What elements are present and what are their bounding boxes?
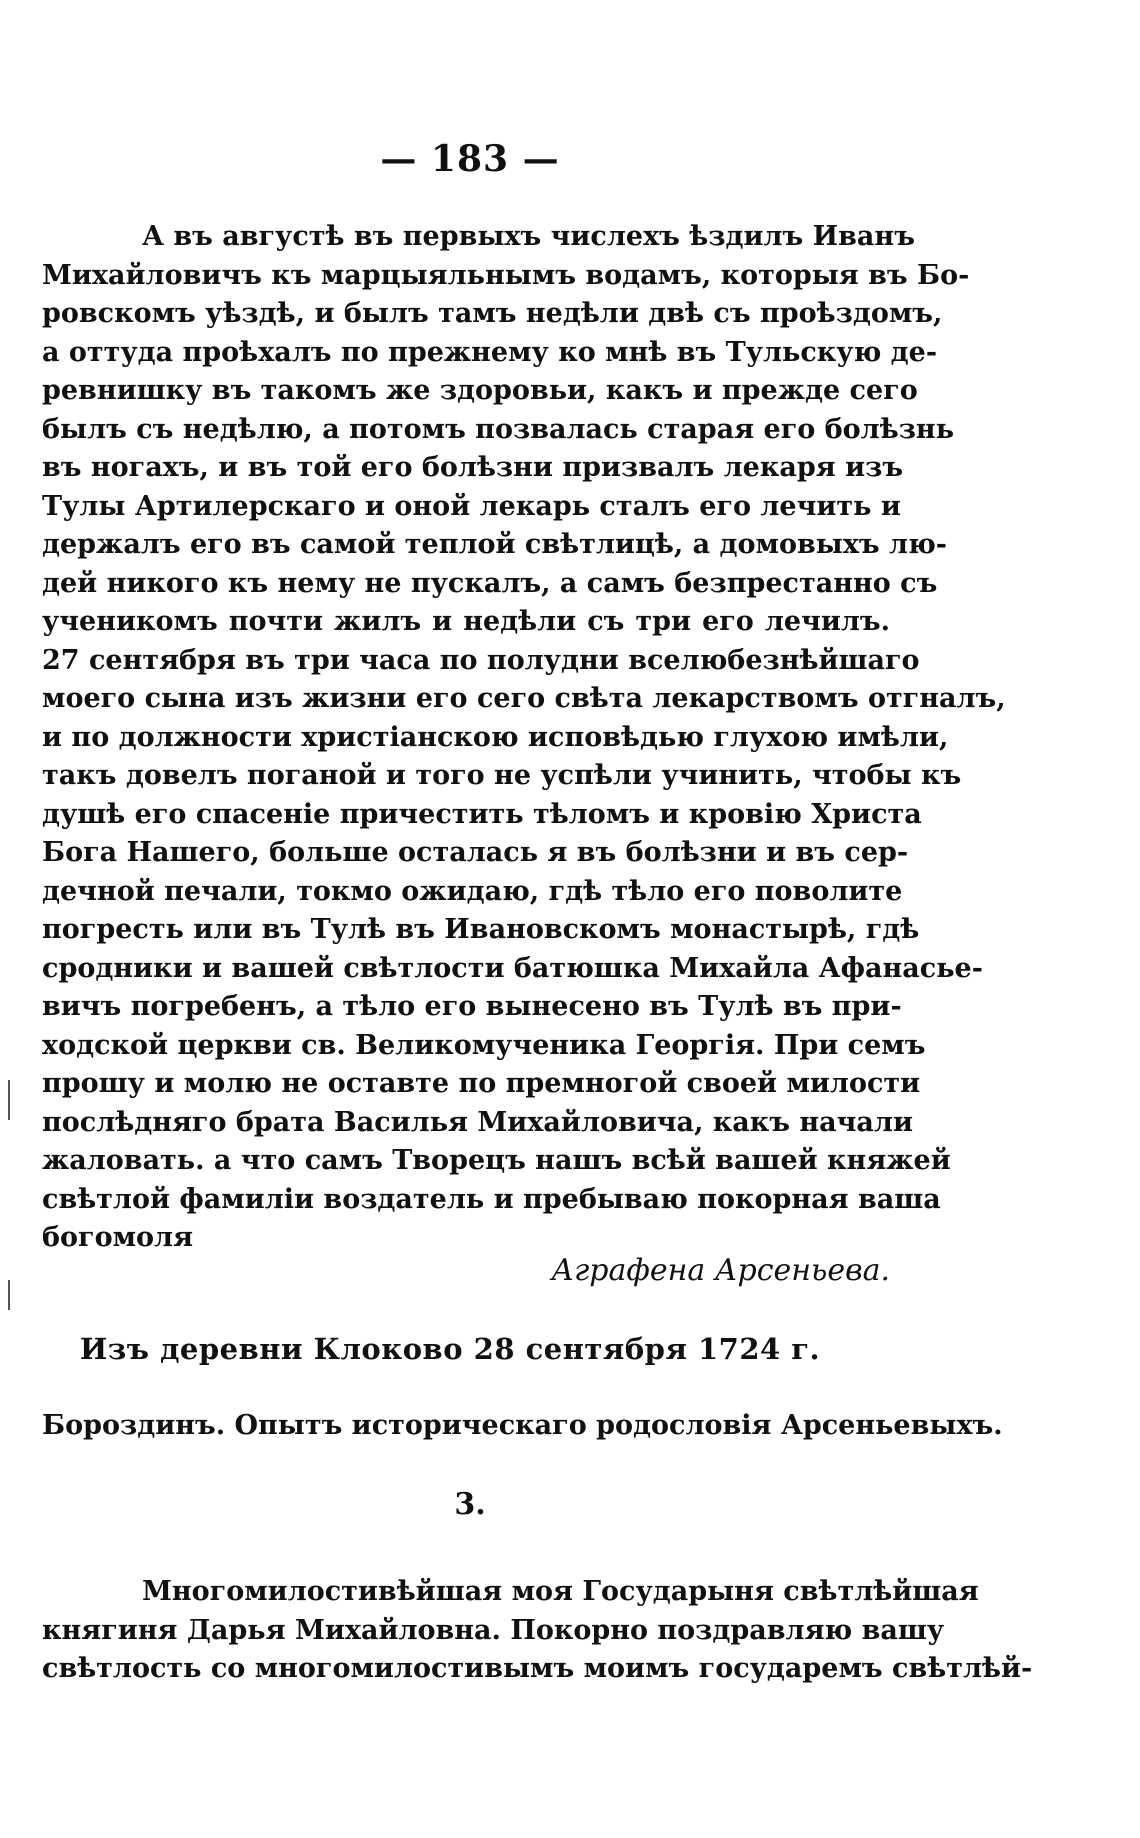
section-body bbox=[42, 1573, 1033, 1689]
letter-line: жаловать. а что самъ Творецъ нашъ всѣй вашей княжей bbox=[42, 1145, 951, 1176]
letter-line: и по должности христіанскою исповѣдью глухою имѣли, bbox=[42, 721, 949, 753]
signature: Аграфена Арсеньева. bbox=[551, 1253, 890, 1288]
letter-line: ученикомъ почти жилъ и недѣли съ три его лечилъ. bbox=[42, 606, 890, 637]
letter-line: былъ съ недѣлю, а потомъ позвалась старая его болѣзнь bbox=[42, 413, 955, 445]
letter-line: вичъ погребенъ, а тѣло его вынесено въ Тулѣ въ при- bbox=[42, 991, 902, 1022]
letter-line: богомоля bbox=[42, 1222, 194, 1253]
letter-line: ровскомъ уѣздѣ, и былъ тамъ недѣли двѣ съ проѣздомъ, bbox=[42, 298, 943, 329]
section-line: свѣтлость со многомилостивымъ моимъ государемъ свѣтлѣй- bbox=[42, 1653, 1033, 1684]
dateline: Изъ деревни Клоково 28 сентября 1724 г. bbox=[79, 1332, 821, 1366]
letter-line: 27 сентября въ три часа по полудни вселюбезнѣйшаго bbox=[42, 644, 920, 676]
letter-line: послѣдняго брата Василья Михайловича, какъ начали bbox=[42, 1106, 913, 1138]
letter-line: а оттуда проѣхалъ по прежнему ко мнѣ въ Тульскую де- bbox=[42, 336, 938, 368]
letter-line: душѣ его спасеніе причестить тѣломъ и кровію Христа bbox=[42, 798, 922, 830]
section-line: княгиня Дарья Михайловна. Покорно поздравляю вашу bbox=[42, 1614, 945, 1646]
letter-line: моего сына изъ жизни его сего свѣта лекарствомъ отгналъ, bbox=[42, 683, 1006, 714]
section-line: Многомилостивѣйшая моя Государыня свѣтлѣйшая bbox=[142, 1576, 979, 1607]
margin-mark bbox=[8, 1080, 10, 1120]
letter-line: ревнишку въ такомъ же здоровьи, какъ и прежде сего bbox=[42, 375, 918, 406]
letter-line: свѣтлой фамиліи воздатель и пребываю покорная ваша bbox=[42, 1183, 941, 1215]
letter-line: погресть или въ Тулѣ въ Ивановскомъ монастырѣ, гдѣ bbox=[42, 914, 920, 945]
letter-line: ходской церкви св. Великомученика Георгія. При семъ bbox=[42, 1029, 926, 1061]
letter-line: А въ августѣ въ первыхъ числехъ ѣздилъ Иванъ bbox=[142, 221, 915, 252]
section-number: 3. bbox=[454, 1487, 486, 1522]
letter-line: держалъ его въ самой теплой свѣтлицѣ, а домовыхъ лю- bbox=[42, 529, 947, 560]
letter-line: сродники и вашей свѣтлости батюшка Михайла Афанасье- bbox=[42, 952, 983, 984]
letter-line: Тулы Артилерскаго и оной лекарь сталъ его лечить и bbox=[42, 490, 901, 522]
letter-line: прошу и молю не оставте по премногой своей милости bbox=[42, 1068, 921, 1099]
page-number: — 183 — bbox=[380, 138, 560, 180]
letter-line: дей никого къ нему не пускалъ, а самъ безпрестанно съ bbox=[42, 567, 938, 599]
source-citation: Бороздинъ. Опытъ историческаго родословія Арсеньевыхъ. bbox=[42, 1410, 1003, 1441]
letter-line: дечной печали, токмо ожидаю, гдѣ тѣло его поволите bbox=[42, 875, 903, 907]
letter-line: Михайловичъ къ марцыяльнымъ водамъ, которыя въ Бо- bbox=[42, 259, 970, 291]
letter-line: такъ довелъ поганой и того не успѣли учинить, чтобы къ bbox=[42, 760, 962, 791]
letter-line: Бога Нашего, больше осталась я въ болѣзни и въ сер- bbox=[42, 837, 909, 868]
letter-body bbox=[42, 218, 1006, 1258]
letter-line: въ ногахъ, и въ той его болѣзни призвалъ лекаря изъ bbox=[42, 452, 904, 483]
